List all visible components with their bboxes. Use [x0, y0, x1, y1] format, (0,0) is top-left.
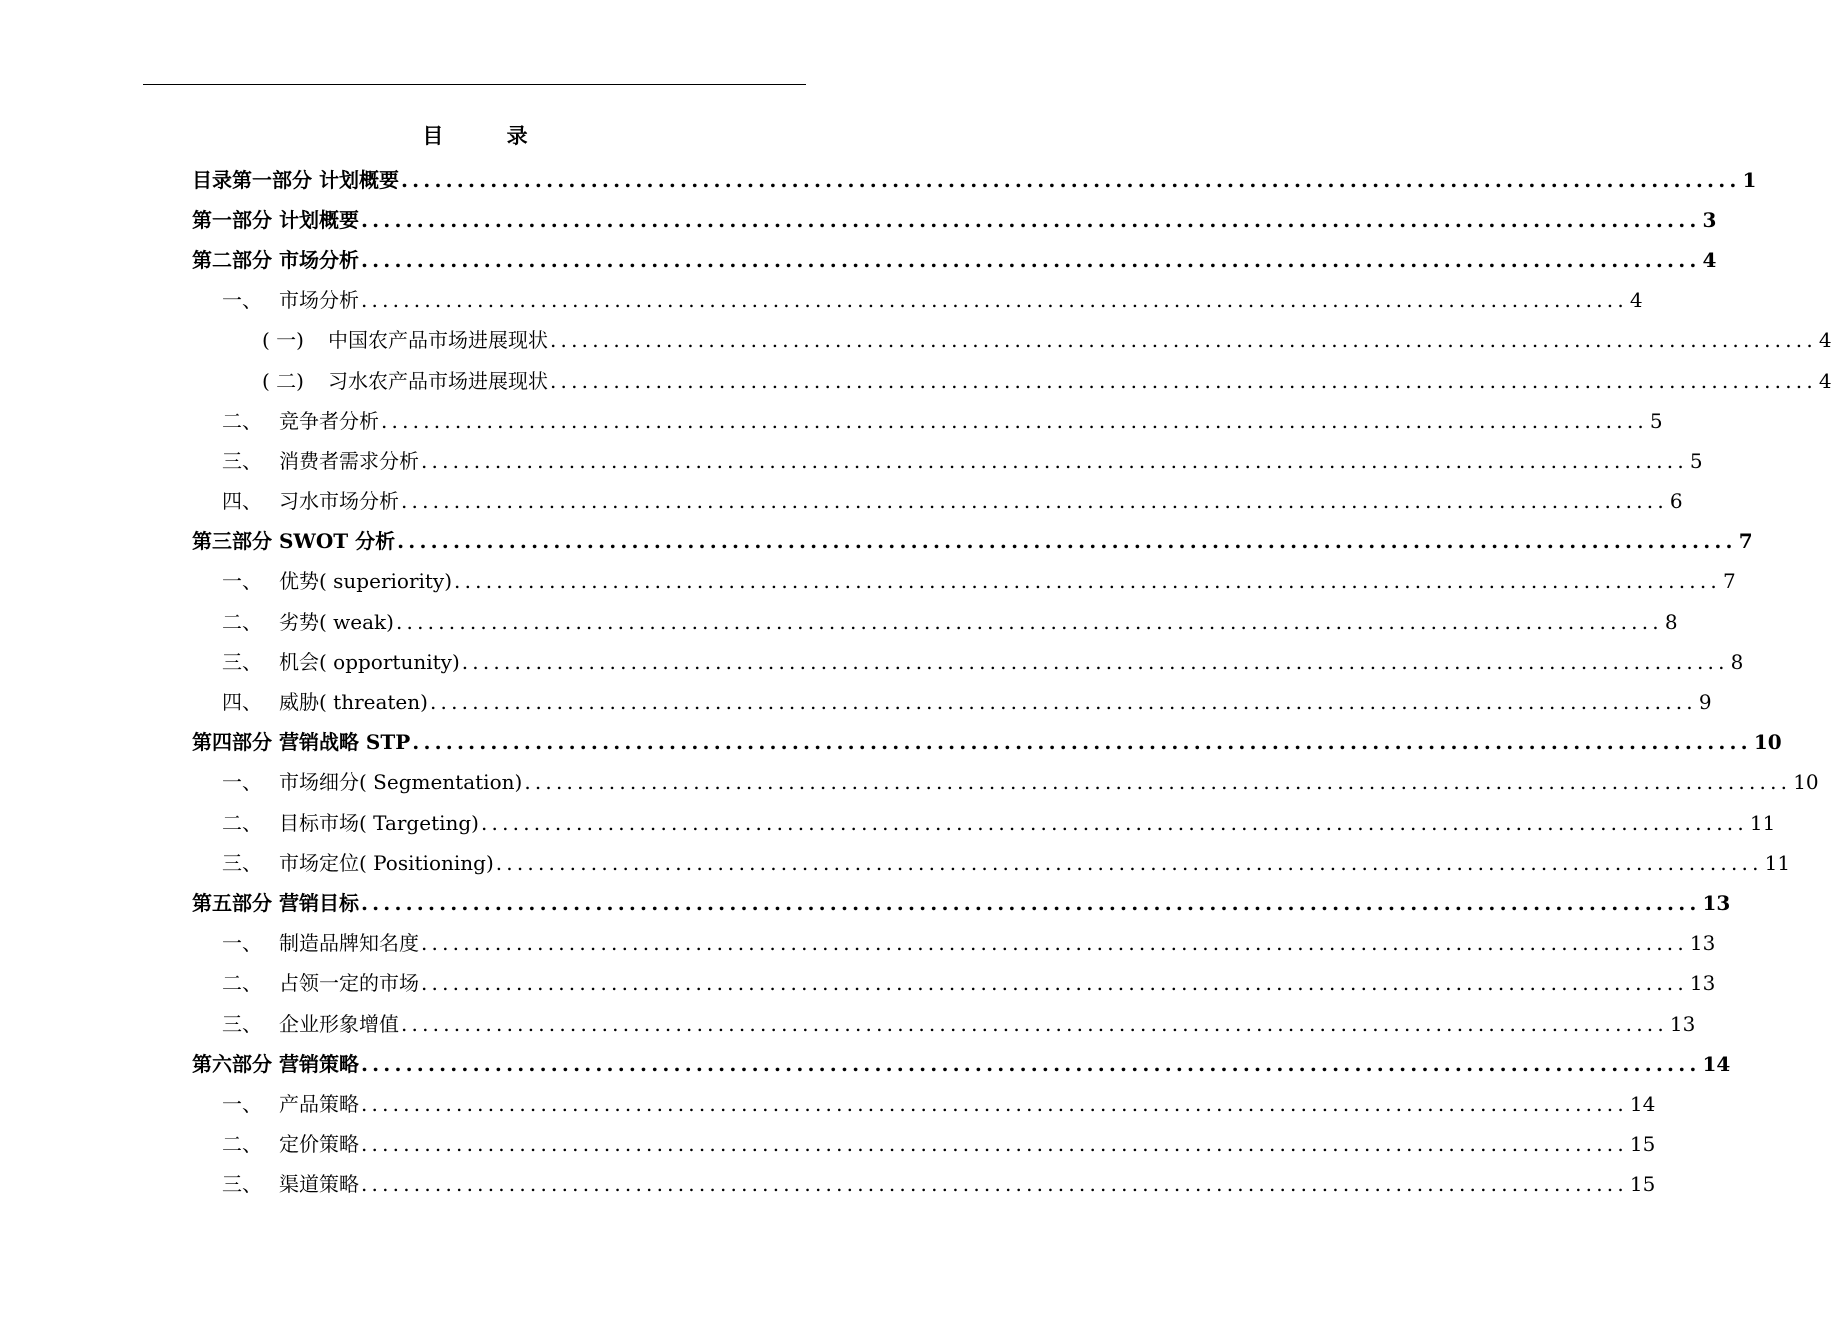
- toc-entry-number: 二、: [222, 408, 262, 433]
- toc-entry[interactable]: [0, 238, 1717, 278]
- toc-entry-page-number: 7: [1722, 569, 1736, 594]
- toc-entry[interactable]: [0, 1163, 1656, 1203]
- toc-entry-label: 第三部分 SWOT 分析: [192, 529, 396, 554]
- toc-entry-number: 一、: [222, 770, 262, 795]
- toc-entry-line[interactable]: [222, 405, 1663, 434]
- toc-entry-number: 三、: [222, 1011, 262, 1036]
- toc-entry-page-number: 9: [1698, 690, 1712, 715]
- toc-entry[interactable]: [0, 721, 1782, 761]
- toc-entry[interactable]: [0, 399, 1663, 439]
- toc-entry-label: 目标市场( Targeting): [279, 810, 479, 835]
- toc-leader-dots: ........................................................................................................................: [360, 207, 1701, 232]
- toc-entry-page-number: 14: [1702, 1051, 1731, 1076]
- toc-leader-dots: ........................................................................................................................: [401, 1011, 1668, 1036]
- toc-entry-line[interactable]: [192, 204, 1717, 233]
- toc-leader-dots: ........................................................................................................................: [461, 649, 1729, 674]
- toc-entry-line[interactable]: [222, 686, 1712, 715]
- toc-entry-line[interactable]: [222, 807, 1776, 836]
- toc-entry-number: 三、: [222, 448, 262, 473]
- toc-leader-dots: ........................................................................................................................: [360, 247, 1701, 272]
- toc-entry-page-number: 3: [1702, 207, 1717, 232]
- toc-entry-label: 市场定位( Positioning): [279, 850, 494, 875]
- toc-entry-label: 消费者需求分析: [279, 448, 419, 473]
- toc-leader-dots: ........................................................................................................................: [401, 489, 1668, 514]
- toc-entry-number: 二、: [222, 609, 262, 634]
- toc-entry-number: 二、: [222, 971, 262, 996]
- toc-entry-number: 四、: [222, 690, 262, 715]
- toc-entry-line[interactable]: [222, 766, 1819, 795]
- toc-entry-label: 目录第一部分 计划概要: [192, 167, 399, 192]
- toc-entry-label: 第五部分 营销目标: [192, 890, 359, 915]
- toc-entry-label: 渠道策略: [279, 1172, 359, 1197]
- toc-entry[interactable]: [0, 922, 1716, 962]
- toc-leader-dots: ........................................................................................................................: [395, 609, 1663, 634]
- toc-entry-page-number: 4: [1818, 328, 1832, 353]
- toc-entry[interactable]: [0, 520, 1753, 560]
- toc-entry[interactable]: [0, 962, 1716, 1002]
- toc-entry[interactable]: [0, 761, 1819, 801]
- toc-entry-label: 第二部分 市场分析: [192, 247, 359, 272]
- toc-entry-line[interactable]: [192, 887, 1731, 916]
- toc-leader-dots: ........................................................................................................................: [361, 288, 1628, 313]
- toc-entry-label: 第四部分 营销战略 STP: [192, 730, 411, 755]
- toc-entry-label: 制造品牌知名度: [279, 931, 419, 956]
- toc-entry[interactable]: [0, 801, 1776, 841]
- toc-entry-line[interactable]: [222, 646, 1744, 675]
- toc-entry-number: 一、: [222, 1091, 262, 1116]
- toc-entry-number: 一、: [222, 288, 262, 313]
- toc-leader-dots: ........................................................................................................................: [429, 690, 1697, 715]
- toc-entry-page-number: 6: [1669, 489, 1683, 514]
- toc-entry[interactable]: [0, 480, 1683, 520]
- toc-leader-dots: ........................................................................................................................: [421, 971, 1688, 996]
- toc-entry-label: 市场分析: [279, 288, 359, 313]
- toc-entry-line[interactable]: [192, 1048, 1731, 1077]
- toc-entry-label: 市场细分( Segmentation): [279, 770, 523, 795]
- toc-entry-page-number: 1: [1742, 167, 1757, 192]
- toc-leader-dots: ........................................................................................................................: [360, 890, 1701, 915]
- toc-entry[interactable]: [0, 881, 1731, 921]
- toc-entry-page-number: 10: [1753, 730, 1782, 755]
- toc-entry-line[interactable]: [222, 1088, 1656, 1117]
- toc-entry-number: 三、: [222, 1172, 262, 1197]
- toc-entry-label: 习水市场分析: [279, 489, 399, 514]
- toc-entry-page-number: 13: [1669, 1011, 1696, 1036]
- toc-entry-line[interactable]: [222, 967, 1716, 996]
- toc-entry[interactable]: [0, 319, 1832, 359]
- toc-entry-page-number: 11: [1749, 810, 1776, 835]
- toc-leader-dots: ........................................................................................................................: [421, 931, 1688, 956]
- toc-entry-line[interactable]: [222, 485, 1683, 514]
- toc-list: [0, 158, 1832, 1203]
- toc-entry-label: 机会( opportunity): [279, 649, 460, 674]
- toc-entry-number: 三、: [222, 850, 262, 875]
- toc-entry-number: 三、: [222, 649, 262, 674]
- toc-entry-label: 企业形象增值: [279, 1011, 399, 1036]
- toc-entry-line[interactable]: [192, 244, 1717, 273]
- toc-entry[interactable]: [0, 1042, 1731, 1082]
- toc-leader-dots: ........................................................................................................................: [524, 770, 1792, 795]
- toc-leader-dots: ........................................................................................................................: [400, 167, 1741, 192]
- toc-entry-label: 中国农产品市场进展现状: [328, 328, 548, 353]
- toc-entry-label: 产品策略: [279, 1091, 359, 1116]
- header-rule: [143, 84, 806, 85]
- toc-entry[interactable]: [0, 640, 1744, 680]
- toc-entry[interactable]: [0, 1123, 1656, 1163]
- toc-entry-number: 四、: [222, 489, 262, 514]
- toc-entry[interactable]: [0, 600, 1678, 640]
- toc-entry-page-number: 15: [1629, 1132, 1656, 1157]
- toc-entry-line[interactable]: [192, 525, 1753, 554]
- toc-entry-number: ( 一): [262, 328, 304, 353]
- toc-entry-line[interactable]: [222, 927, 1716, 956]
- toc-entry-page-number: 5: [1689, 448, 1703, 473]
- toc-entry-line[interactable]: [222, 1008, 1696, 1037]
- toc-entry[interactable]: [0, 359, 1832, 399]
- toc-entry[interactable]: [0, 158, 1757, 198]
- toc-leader-dots: ........................................................................................................................: [495, 850, 1763, 875]
- toc-entry-page-number: 15: [1629, 1172, 1656, 1197]
- toc-entry-page-number: 13: [1689, 971, 1716, 996]
- toc-entry-label: 威胁( threaten): [279, 690, 428, 715]
- toc-entry-page-number: 13: [1689, 931, 1716, 956]
- toc-entry-label: 第一部分 计划概要: [192, 207, 359, 232]
- toc-entry-page-number: 4: [1818, 368, 1832, 393]
- toc-entry[interactable]: [0, 279, 1643, 319]
- toc-entry-label: 定价策略: [279, 1132, 359, 1157]
- toc-entry-line[interactable]: [222, 284, 1643, 313]
- toc-entry-page-number: 10: [1793, 770, 1819, 795]
- toc-leader-dots: ........................................................................................................................: [550, 368, 1817, 393]
- toc-entry-page-number: 7: [1738, 529, 1753, 554]
- toc-leader-dots: ........................................................................................................................: [412, 730, 1752, 755]
- toc-leader-dots: ........................................................................................................................: [421, 448, 1688, 473]
- toc-leader-dots: ........................................................................................................................: [361, 1091, 1628, 1116]
- toc-entry-number: ( 二): [262, 368, 304, 393]
- toc-leader-dots: ........................................................................................................................: [454, 569, 1721, 594]
- toc-entry[interactable]: [0, 1082, 1656, 1122]
- toc-entry-line[interactable]: [192, 164, 1757, 193]
- toc-title: 目 录: [422, 123, 556, 148]
- toc-entry-line[interactable]: [222, 1128, 1656, 1157]
- toc-entry-line[interactable]: [262, 365, 1832, 394]
- toc-entry-line[interactable]: [192, 726, 1782, 755]
- toc-entry-page-number: 11: [1764, 850, 1791, 875]
- toc-entry-number: 二、: [222, 810, 262, 835]
- toc-entry-page-number: 4: [1629, 288, 1643, 313]
- toc-entry[interactable]: [0, 841, 1791, 881]
- toc-entry[interactable]: [0, 198, 1717, 238]
- toc-entry-page-number: 13: [1702, 890, 1731, 915]
- toc-entry[interactable]: [0, 1002, 1696, 1042]
- toc-entry-line[interactable]: [222, 1168, 1656, 1197]
- toc-entry-label: 劣势( weak): [279, 609, 394, 634]
- toc-entry-line[interactable]: [262, 324, 1832, 353]
- toc-entry-page-number: 14: [1629, 1091, 1656, 1116]
- toc-entry-label: 竞争者分析: [279, 408, 379, 433]
- toc-leader-dots: ........................................................................................................................: [481, 810, 1748, 835]
- toc-entry[interactable]: [0, 439, 1703, 479]
- toc-entry-number: 一、: [222, 569, 262, 594]
- toc-entry-label: 优势( superiority): [279, 569, 453, 594]
- toc-leader-dots: ........................................................................................................................: [397, 529, 1737, 554]
- toc-entry-number: 一、: [222, 931, 262, 956]
- toc-entry-page-number: 5: [1649, 408, 1663, 433]
- toc-entry-line[interactable]: [222, 565, 1736, 594]
- toc-leader-dots: ........................................................................................................................: [361, 1132, 1628, 1157]
- toc-entry-line[interactable]: [222, 445, 1703, 474]
- toc-leader-dots: ........................................................................................................................: [361, 1172, 1628, 1197]
- toc-entry-page-number: 8: [1664, 609, 1678, 634]
- toc-leader-dots: ........................................................................................................................: [360, 1051, 1701, 1076]
- toc-entry-number: 二、: [222, 1132, 262, 1157]
- toc-entry-label: 占领一定的市场: [279, 971, 419, 996]
- toc-entry-label: 第六部分 营销策略: [192, 1051, 359, 1076]
- toc-entry[interactable]: [0, 560, 1736, 600]
- toc-leader-dots: ........................................................................................................................: [381, 408, 1648, 433]
- toc-entry-line[interactable]: [222, 847, 1791, 876]
- toc-entry-line[interactable]: [222, 606, 1678, 635]
- toc-entry-label: 习水农产品市场进展现状: [328, 368, 548, 393]
- toc-entry[interactable]: [0, 680, 1712, 720]
- toc-leader-dots: ........................................................................................................................: [550, 328, 1817, 353]
- toc-entry-page-number: 4: [1702, 247, 1717, 272]
- toc-entry-page-number: 8: [1730, 649, 1744, 674]
